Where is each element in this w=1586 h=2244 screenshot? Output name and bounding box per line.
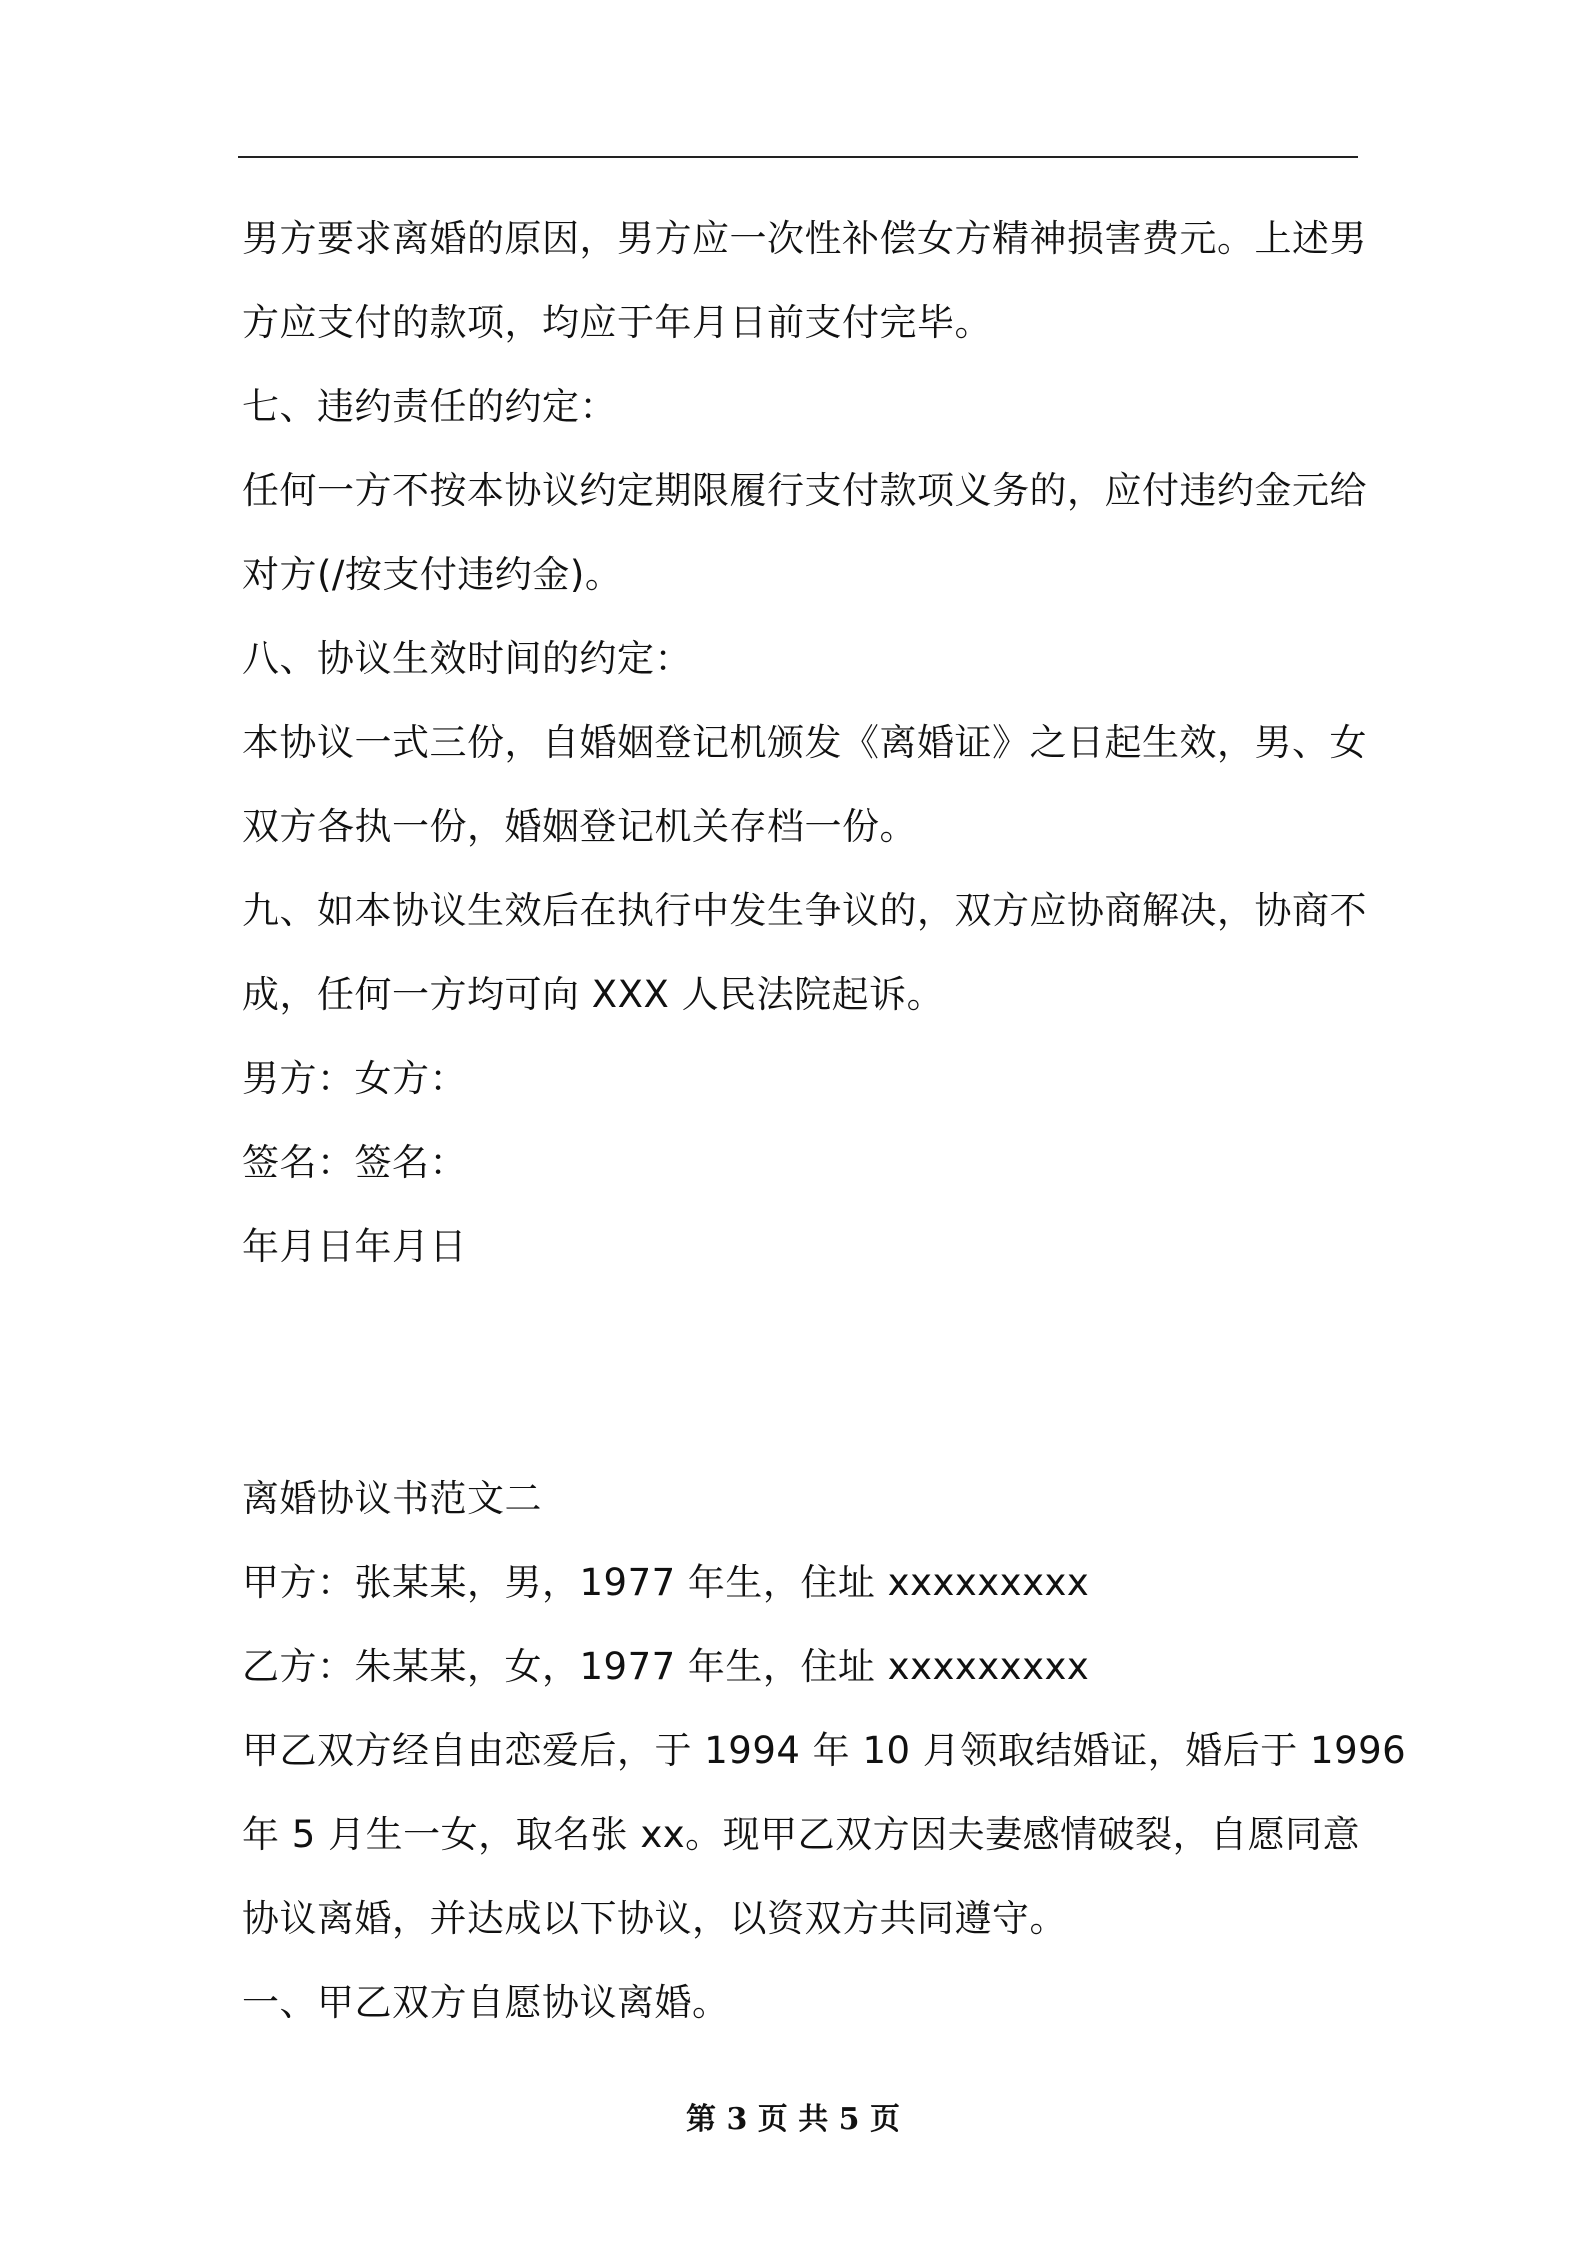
paragraph-line: 成，任何一方均可向 XXX 人民法院起诉。 — [242, 973, 945, 1016]
section-heading: 七、违约责任的约定： — [242, 385, 617, 428]
signature-names: 签名：签名： — [242, 1141, 467, 1184]
paragraph-line: 男方要求离婚的原因，男方应一次性补偿女方精神损害费元。上述男 — [242, 217, 1367, 260]
paragraph-line: 任何一方不按本协议约定期限履行支付款项义务的，应付违约金元给 — [242, 469, 1367, 512]
signature-parties: 男方：女方： — [242, 1057, 467, 1100]
paragraph-line: 年 5 月生一女，取名张 xx。现甲乙双方因夫妻感情破裂，自愿同意 — [242, 1813, 1361, 1856]
paragraph-line: 九、如本协议生效后在执行中发生争议的，双方应协商解决，协商不 — [242, 889, 1367, 932]
section-gap — [242, 1289, 1362, 1457]
signature-dates: 年月日年月日 — [242, 1225, 467, 1268]
section-title: 离婚协议书范文二 — [242, 1477, 542, 1520]
party-b-line: 乙方：朱某某，女，1977 年生，住址 xxxxxxxxx — [242, 1645, 1090, 1688]
paragraph-line: 甲乙双方经自由恋爱后，于 1994 年 10 月领取结婚证，婚后于 1996 — [242, 1729, 1407, 1772]
paragraph-line: 对方(/按支付违约金)。 — [242, 553, 623, 596]
section-heading: 一、甲乙双方自愿协议离婚。 — [242, 1981, 730, 2024]
paragraph-line: 本协议一式三份，自婚姻登记机颁发《离婚证》之日起生效，男、女 — [242, 721, 1367, 764]
document-body — [242, 197, 1407, 2045]
paragraph-line: 双方各执一份，婚姻登记机关存档一份。 — [242, 805, 917, 848]
paragraph-line: 方应支付的款项，均应于年月日前支付完毕。 — [242, 301, 992, 344]
section-heading: 八、协议生效时间的约定： — [242, 637, 692, 680]
paragraph-line: 协议离婚，并达成以下协议，以资双方共同遵守。 — [242, 1897, 1067, 1940]
page-number-footer: 第 3 页 共 5 页 — [686, 2102, 900, 2137]
header-rule — [238, 156, 1358, 158]
party-a-line: 甲方：张某某，男，1977 年生，住址 xxxxxxxxx — [242, 1561, 1090, 1604]
